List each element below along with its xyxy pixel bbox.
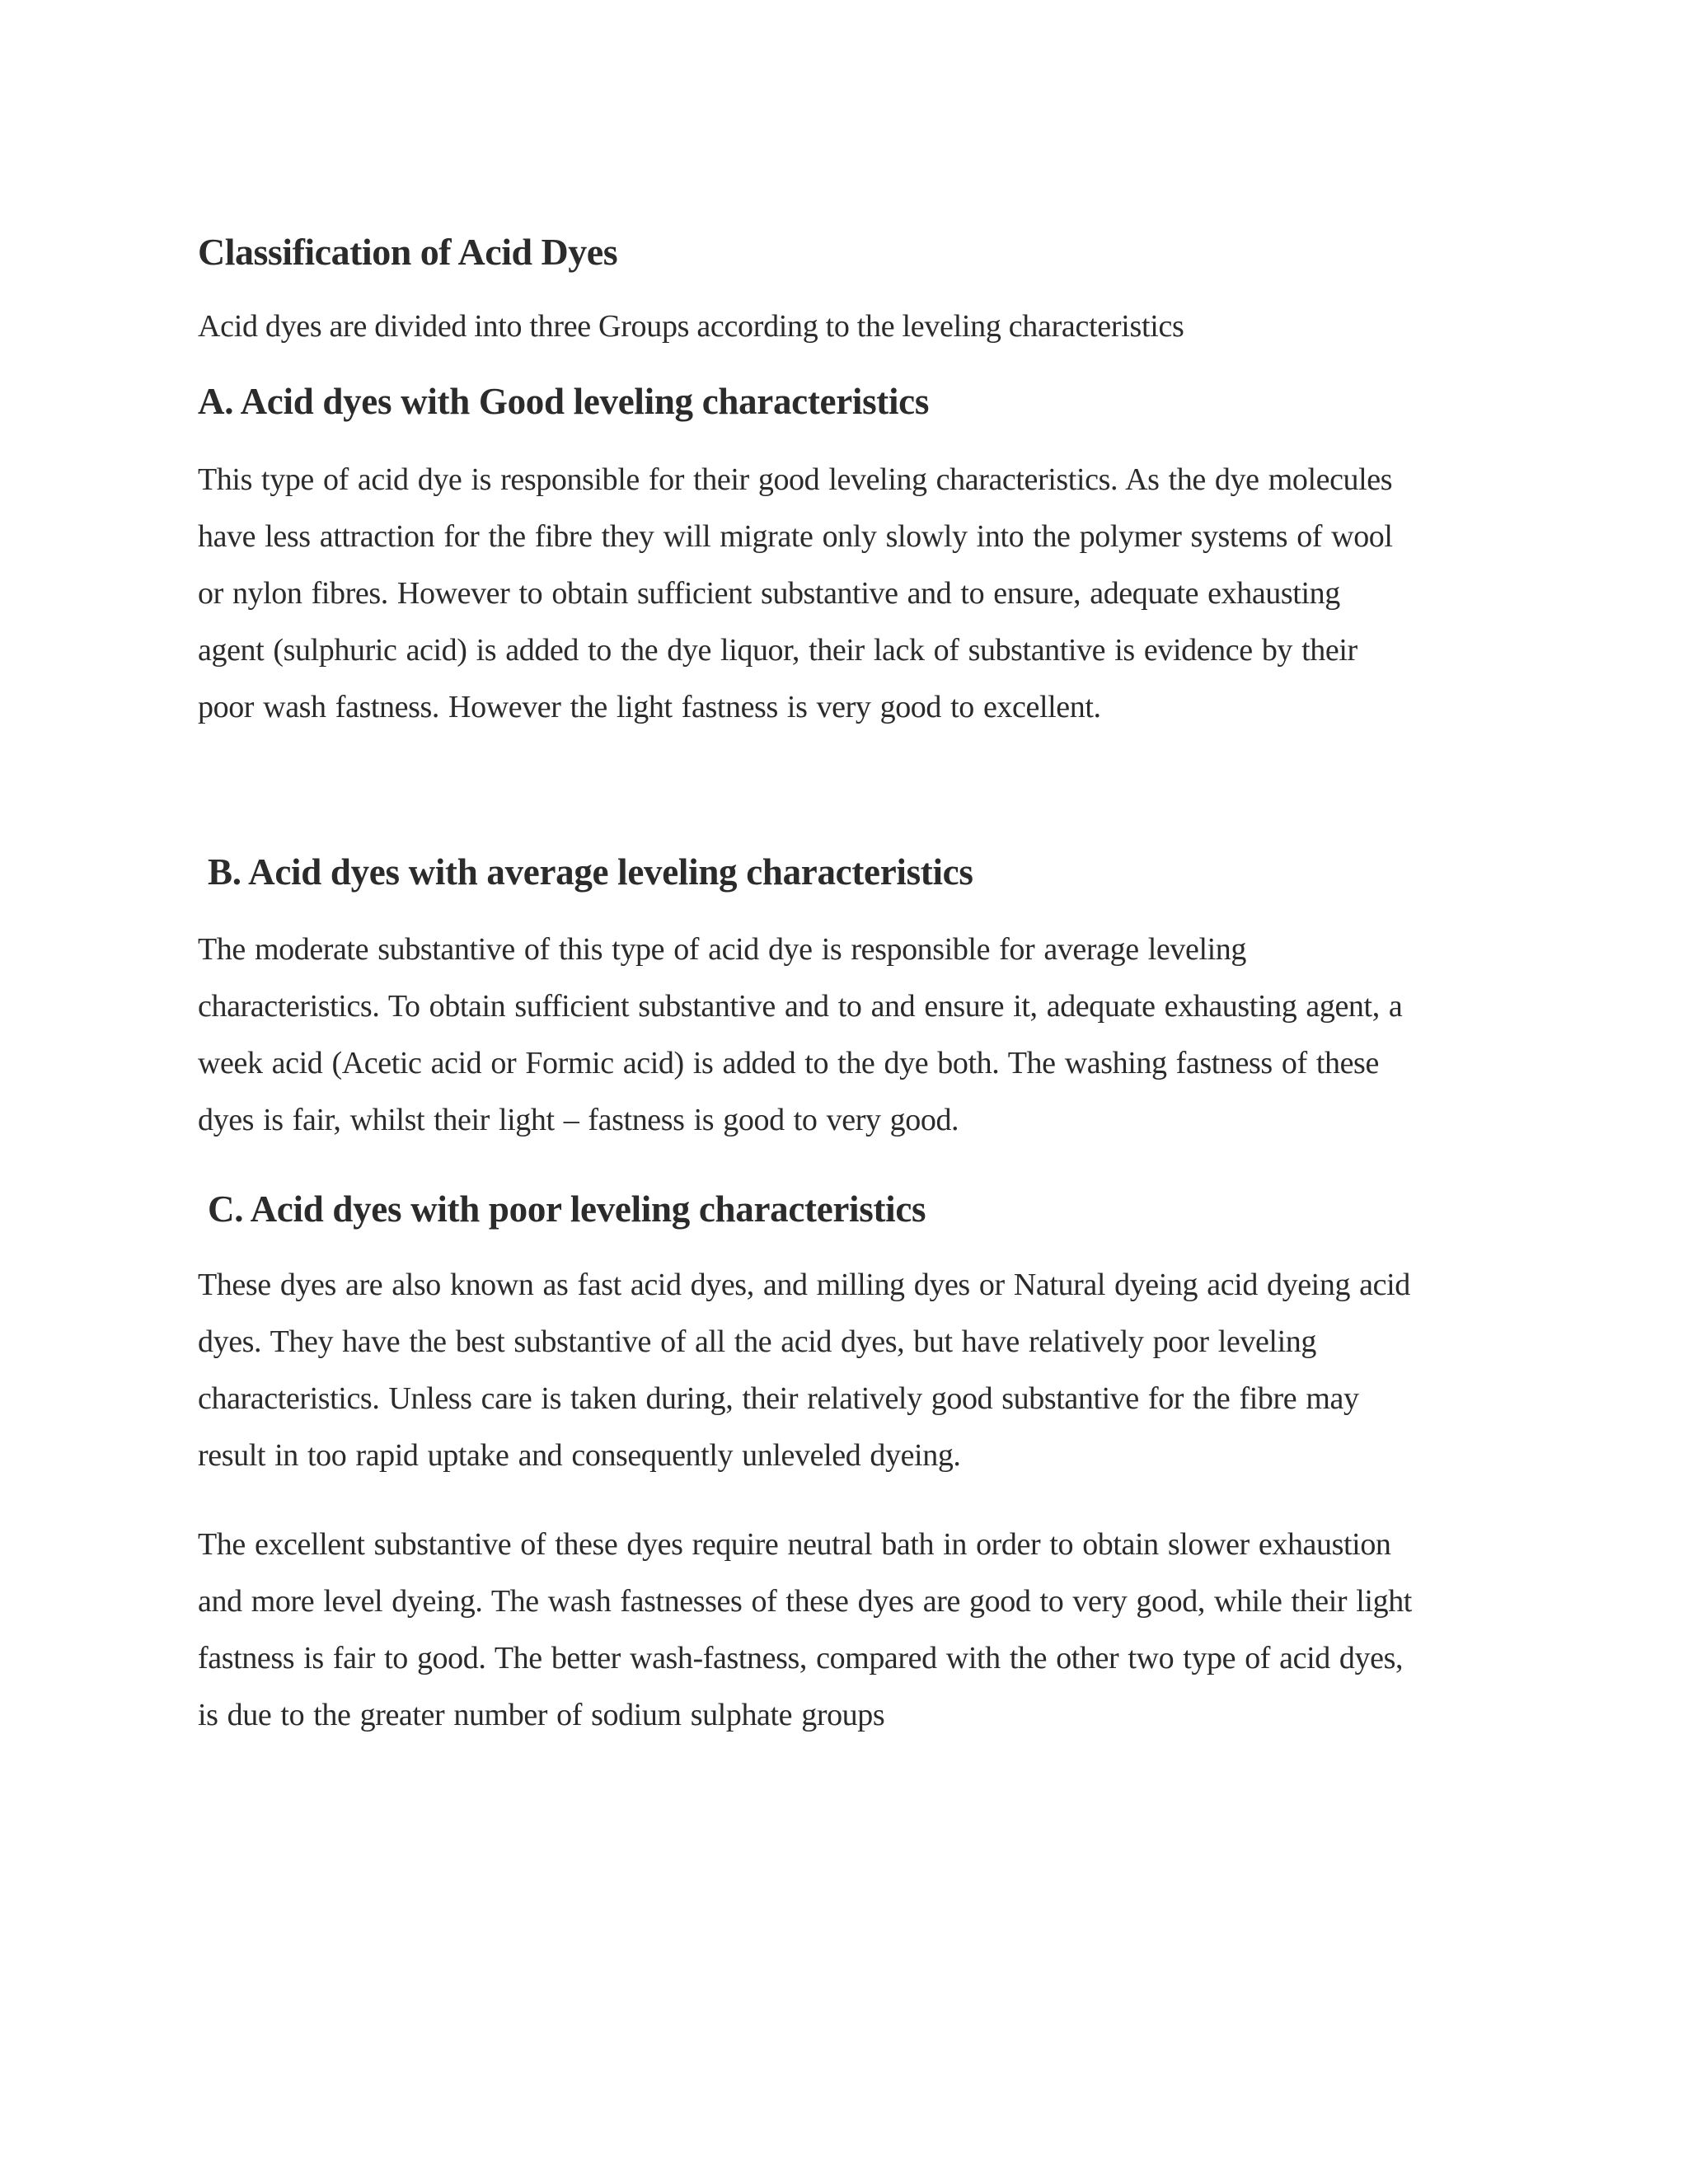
text-line: This type of acid dye is responsible for their good leveling characteristics. As the dye molecules [198, 462, 1393, 497]
text-line: poor wash fastness. However the light fastness is very good to excellent. [198, 690, 1101, 724]
text-line: The excellent substantive of these dyes require neutral bath in order to obtain slower exhaustion [198, 1527, 1391, 1562]
section-c-heading: C. Acid dyes with poor leveling characteristics [208, 1188, 926, 1230]
text-line: is due to the greater number of sodium sulphate groups [198, 1698, 885, 1732]
text-line: or nylon fibres. However to obtain sufficient substantive and to ensure, adequate exhausting [198, 576, 1340, 611]
section-b-paragraph [198, 921, 1517, 1149]
text-line: week acid (Acetic acid or Formic acid) is added to the dye both. The washing fastness of these [198, 1046, 1379, 1080]
text-line: dyes. They have the best substantive of all the acid dyes, but have relatively poor leveling [198, 1324, 1316, 1359]
text-line: result in too rapid uptake and consequently unleveled dyeing. [198, 1438, 961, 1473]
text-line: characteristics. To obtain sufficient substantive and to and ensure it, adequate exhausting agent, a [198, 989, 1403, 1024]
text-line: The moderate substantive of this type of acid dye is responsible for average leveling [198, 932, 1246, 967]
section-b-heading: B. Acid dyes with average leveling characteristics [208, 851, 973, 893]
text-line: characteristics. Unless care is taken during, their relatively good substantive for the fibre may [198, 1381, 1359, 1416]
section-c-paragraph-1 [198, 1257, 1517, 1484]
text-line: agent (sulphuric acid) is added to the dye liquor, their lack of substantive is evidence by their [198, 633, 1357, 668]
text-line: have less attraction for the fibre they will migrate only slowly into the polymer systems of wool [198, 519, 1393, 554]
text-line: These dyes are also known as fast acid dyes, and milling dyes or Natural dyeing acid dyeing acid [198, 1268, 1410, 1302]
section-a-paragraph [198, 452, 1517, 736]
section-a-heading: A. Acid dyes with Good leveling characteristics [198, 381, 930, 422]
section-c-paragraph-2 [198, 1516, 1517, 1744]
page-title: Classification of Acid Dyes [198, 231, 618, 273]
text-line: fastness is fair to good. The better wash-fastness, compared with the other two type of acid dyes, [198, 1641, 1404, 1675]
intro-paragraph: Acid dyes are divided into three Groups according to the leveling characteristics [198, 309, 1184, 344]
text-line: dyes is fair, whilst their light – fastness is good to very good. [198, 1103, 959, 1137]
text-line: and more level dyeing. The wash fastnesses of these dyes are good to very good, while their light [198, 1584, 1412, 1619]
